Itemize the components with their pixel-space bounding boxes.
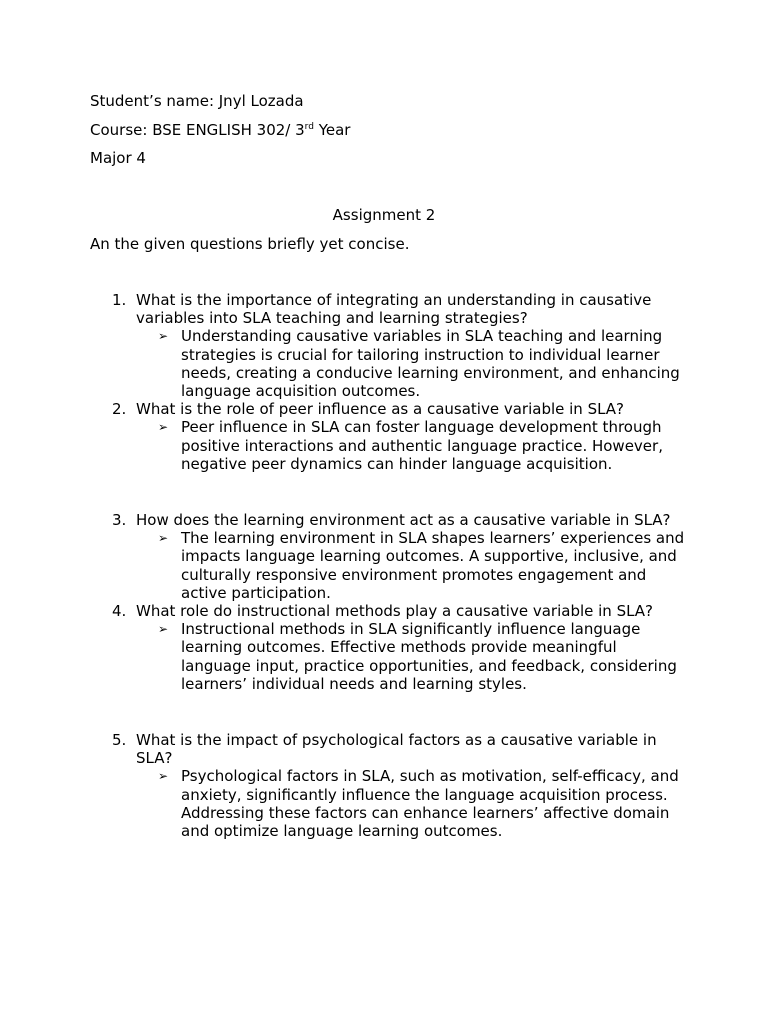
answer-item <box>90 767 690 840</box>
arrow-bullet-icon: ➢ <box>158 420 169 435</box>
student-name: Student’s name: Jnyl Lozada <box>90 92 304 110</box>
arrow-bullet-icon: ➢ <box>158 769 169 784</box>
question-group-2 <box>90 511 690 693</box>
question-item <box>90 291 690 327</box>
answer-text: Psychological factors in SLA, such as motivation, self-efficacy, and anxiety, significantly influence the language acquisition process. Addressing these factors can enhance learners’ affective domain and optimize language learning outcomes. <box>181 767 679 841</box>
question-item <box>90 511 690 529</box>
major-line: Major 4 <box>90 149 146 167</box>
answer-text: The learning environment in SLA shapes learners’ experiences and impacts language learning outcomes. A supportive, inclusive, and culturally responsive environment promotes engagement and active participation. <box>181 529 685 602</box>
arrow-bullet-icon: ➢ <box>158 531 169 546</box>
question-item <box>90 400 690 418</box>
question-number: 5. <box>112 731 127 749</box>
question-number: 4. <box>112 602 127 621</box>
question-text: How does the learning environment act as a causative variable in SLA? <box>136 511 671 529</box>
question-group-1 <box>90 291 690 473</box>
question-text: What role do instructional methods play a causative variable in SLA? <box>136 602 654 621</box>
arrow-bullet-icon: ➢ <box>158 622 169 637</box>
question-text: What is the importance of integrating an understanding in causative variables into SLA teaching and learning strategies? <box>136 291 652 328</box>
answer-text: Understanding causative variables in SLA teaching and learning strategies is crucial for tailoring instruction to individual learner needs, creating a conducive learning environment, and enhancing language acquisition outcomes. <box>181 327 680 401</box>
question-text: What is the impact of psychological factors as a causative variable in SLA? <box>136 731 657 768</box>
course-year: Year <box>313 121 351 139</box>
course-text: Course: BSE ENGLISH 302/ 3 <box>90 121 305 139</box>
answer-item <box>90 529 690 602</box>
arrow-bullet-icon: ➢ <box>158 329 169 344</box>
answer-item <box>90 418 690 473</box>
answer-text: Instructional methods in SLA significantly influence language learning outcomes. Effective methods provide meaningful language input, practice opportunities, and feedback, considering learners’ individual needs and learning styles. <box>181 620 677 693</box>
instructions: An the given questions briefly yet concise. <box>90 235 410 253</box>
course-line <box>90 121 350 139</box>
question-group-3 <box>90 731 690 840</box>
answer-item <box>90 327 690 400</box>
question-item <box>90 731 690 767</box>
question-number: 2. <box>112 400 127 419</box>
course-ordinal-suffix: rd <box>304 122 314 132</box>
question-text: What is the role of peer influence as a causative variable in SLA? <box>136 400 625 419</box>
question-number: 1. <box>112 291 127 309</box>
assignment-title: Assignment 2 <box>332 206 436 224</box>
answer-text: Peer influence in SLA can foster language development through positive interactions and authentic language practice. However, negative peer dynamics can hinder language acquisition. <box>181 418 663 473</box>
question-number: 3. <box>112 511 127 529</box>
question-item <box>90 602 690 620</box>
answer-item <box>90 620 690 693</box>
